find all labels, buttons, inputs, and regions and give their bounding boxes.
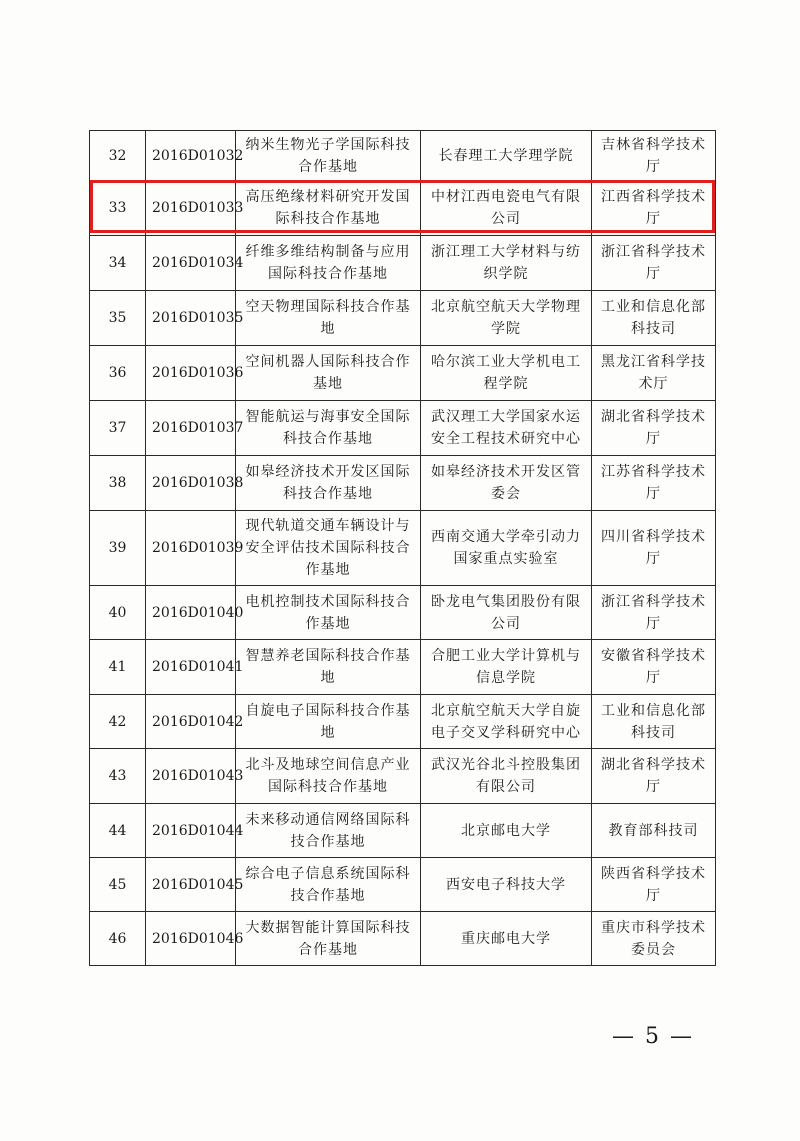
recommending-department: 浙江省科学技术厅 xyxy=(592,586,716,640)
host-institution: 武汉理工大学国家水运安全工程技术研究中心 xyxy=(421,401,592,456)
base-code: 2016D01038 xyxy=(146,456,236,511)
host-institution: 北京航空航天大学自旋电子交叉学科研究中心 xyxy=(421,695,592,749)
host-institution: 北京邮电大学 xyxy=(421,804,592,858)
base-code: 2016D01040 xyxy=(146,586,236,640)
host-institution: 如皋经济技术开发区管委会 xyxy=(421,456,592,511)
row-number: 33 xyxy=(90,181,146,236)
row-number: 43 xyxy=(90,749,146,804)
table-body xyxy=(90,131,716,966)
recommending-department: 教育部科技司 xyxy=(592,804,716,858)
base-name: 电机控制技术国际科技合作基地 xyxy=(236,586,421,640)
recommending-department: 吉林省科学技术厅 xyxy=(592,131,716,181)
base-name: 高压绝缘材料研究开发国际科技合作基地 xyxy=(236,181,421,236)
table-row xyxy=(90,291,716,346)
recommending-department: 安徽省科学技术厅 xyxy=(592,640,716,695)
row-number: 42 xyxy=(90,695,146,749)
base-name: 自旋电子国际科技合作基地 xyxy=(236,695,421,749)
host-institution: 北京航空航天大学物理学院 xyxy=(421,291,592,346)
table-row xyxy=(90,456,716,511)
host-institution: 重庆邮电大学 xyxy=(421,912,592,966)
base-name: 如皋经济技术开发区国际科技合作基地 xyxy=(236,456,421,511)
table-row xyxy=(90,346,716,401)
recommending-department: 湖北省科学技术厅 xyxy=(592,749,716,804)
table-row xyxy=(90,858,716,912)
base-code: 2016D01046 xyxy=(146,912,236,966)
host-institution: 浙江理工大学材料与纺织学院 xyxy=(421,236,592,291)
base-code: 2016D01041 xyxy=(146,640,236,695)
base-code: 2016D01032 xyxy=(146,131,236,181)
row-number: 40 xyxy=(90,586,146,640)
recommending-department: 重庆市科学技术委员会 xyxy=(592,912,716,966)
base-code: 2016D01035 xyxy=(146,291,236,346)
base-code: 2016D01034 xyxy=(146,236,236,291)
row-number: 41 xyxy=(90,640,146,695)
host-institution: 中材江西电瓷电气有限公司 xyxy=(421,181,592,236)
recommending-department: 湖北省科学技术厅 xyxy=(592,401,716,456)
host-institution: 合肥工业大学计算机与信息学院 xyxy=(421,640,592,695)
row-number: 46 xyxy=(90,912,146,966)
base-name: 北斗及地球空间信息产业国际科技合作基地 xyxy=(236,749,421,804)
host-institution: 长春理工大学理学院 xyxy=(421,131,592,181)
row-number: 35 xyxy=(90,291,146,346)
table-row-highlighted xyxy=(90,181,716,236)
base-code: 2016D01036 xyxy=(146,346,236,401)
base-code: 2016D01039 xyxy=(146,511,236,586)
recommending-department: 工业和信息化部科技司 xyxy=(592,291,716,346)
table-row xyxy=(90,695,716,749)
base-name: 空天物理国际科技合作基地 xyxy=(236,291,421,346)
recommending-department: 工业和信息化部科技司 xyxy=(592,695,716,749)
recommending-department: 江西省科学技术厅 xyxy=(592,181,716,236)
recommending-department: 浙江省科学技术厅 xyxy=(592,236,716,291)
base-code: 2016D01045 xyxy=(146,858,236,912)
row-number: 32 xyxy=(90,131,146,181)
row-number: 38 xyxy=(90,456,146,511)
recommending-department: 陕西省科学技术厅 xyxy=(592,858,716,912)
base-name: 纳米生物光子学国际科技合作基地 xyxy=(236,131,421,181)
row-number: 34 xyxy=(90,236,146,291)
base-name: 智能航运与海事安全国际科技合作基地 xyxy=(236,401,421,456)
host-institution: 武汉光谷北斗控股集团有限公司 xyxy=(421,749,592,804)
base-list-table xyxy=(89,130,716,966)
base-name: 智慧养老国际科技合作基地 xyxy=(236,640,421,695)
table-row xyxy=(90,511,716,586)
recommending-department: 江苏省科学技术厅 xyxy=(592,456,716,511)
host-institution: 西南交通大学牵引动力国家重点实验室 xyxy=(421,511,592,586)
base-code: 2016D01037 xyxy=(146,401,236,456)
host-institution: 卧龙电气集团股份有限公司 xyxy=(421,586,592,640)
row-number: 37 xyxy=(90,401,146,456)
base-code: 2016D01044 xyxy=(146,804,236,858)
base-name: 综合电子信息系统国际科技合作基地 xyxy=(236,858,421,912)
base-name: 大数据智能计算国际科技合作基地 xyxy=(236,912,421,966)
table-row xyxy=(90,586,716,640)
row-number: 45 xyxy=(90,858,146,912)
base-code: 2016D01043 xyxy=(146,749,236,804)
base-code: 2016D01033 xyxy=(146,181,236,236)
table-row xyxy=(90,912,716,966)
table-row xyxy=(90,749,716,804)
base-code: 2016D01042 xyxy=(146,695,236,749)
row-number: 39 xyxy=(90,511,146,586)
base-name: 纤维多维结构制备与应用国际科技合作基地 xyxy=(236,236,421,291)
host-institution: 哈尔滨工业大学机电工程学院 xyxy=(421,346,592,401)
row-number: 36 xyxy=(90,346,146,401)
table-row xyxy=(90,236,716,291)
base-name: 未来移动通信网络国际科技合作基地 xyxy=(236,804,421,858)
base-name: 空间机器人国际科技合作基地 xyxy=(236,346,421,401)
table-row xyxy=(90,804,716,858)
recommending-department: 四川省科学技术厅 xyxy=(592,511,716,586)
page-number: — 5 — xyxy=(612,1024,694,1049)
table-row xyxy=(90,401,716,456)
base-name: 现代轨道交通车辆设计与安全评估技术国际科技合作基地 xyxy=(236,511,421,586)
host-institution: 西安电子科技大学 xyxy=(421,858,592,912)
table-row xyxy=(90,131,716,181)
row-number: 44 xyxy=(90,804,146,858)
recommending-department: 黑龙江省科学技术厅 xyxy=(592,346,716,401)
table-row xyxy=(90,640,716,695)
